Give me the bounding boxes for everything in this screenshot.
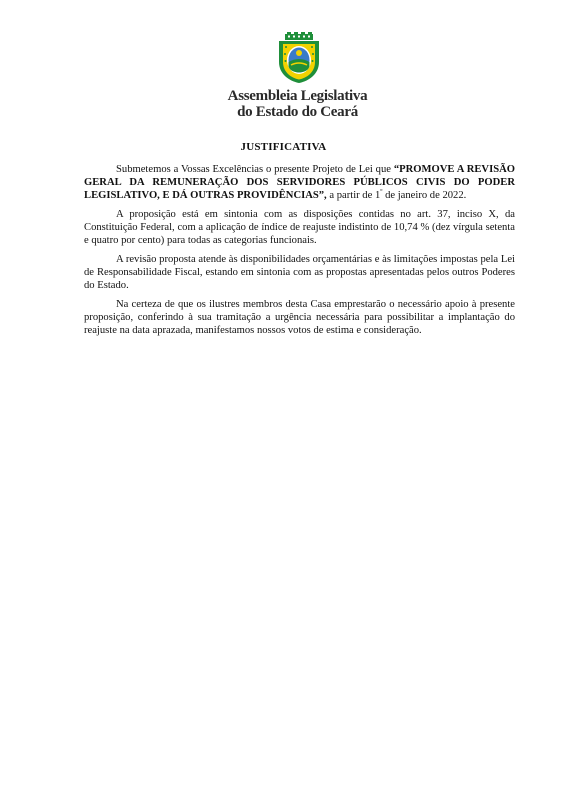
document-title: JUSTIFICATIVA (240, 141, 327, 153)
paragraph-1 (84, 164, 515, 202)
org-name-line2: do Estado do Ceará (237, 104, 358, 120)
paragraph-1-date-b: de janeiro de 2022. (382, 189, 467, 201)
paragraph-3: A revisão proposta atende às disponibilidades orçamentárias e às limitações impostas pela Lei de Responsabilidade Fiscal, estando em sintonia com as propostas apresentadas pelos outros Poderes do Estado. (84, 253, 515, 291)
document-body (84, 164, 515, 344)
org-name-line1: Assembleia Legislativa (227, 88, 368, 104)
paragraph-2: A proposição está em sintonia com as disposições contidas no art. 37, inciso X, da Constituição Federal, com a aplicação de índice de reajuste indistinto de 10,74 % (dez vírgula setenta e quatro por cento) para todas as categorias funcionais. (84, 208, 515, 246)
paragraph-1-date-a: a partir de 1 (326, 189, 381, 201)
paragraph-1-intro: Submetemos a Vossas Excelências o presente Projeto de Lei que (116, 164, 394, 175)
ceara-coat-of-arms-icon (277, 32, 321, 84)
paragraph-4: Na certeza de que os ilustres membros desta Casa emprestarão o necessário apoio à presente proposição, conferindo à sua tramitação a urgência necessária para possibilitar a implantação do reajuste na data aprazada, manifestamos nossos votos de estima e consideração. (84, 298, 515, 336)
bill-title: “PROMOVE A REVISÃO GERAL DA REMUNERAÇÃO DOS SERVIDORES PÚBLICOS CIVIS DO PODER LEGISLATIVO, E DÁ OUTRAS PROVIDÊNCIAS”, (84, 164, 515, 201)
ordinal-mark: º (380, 187, 383, 196)
